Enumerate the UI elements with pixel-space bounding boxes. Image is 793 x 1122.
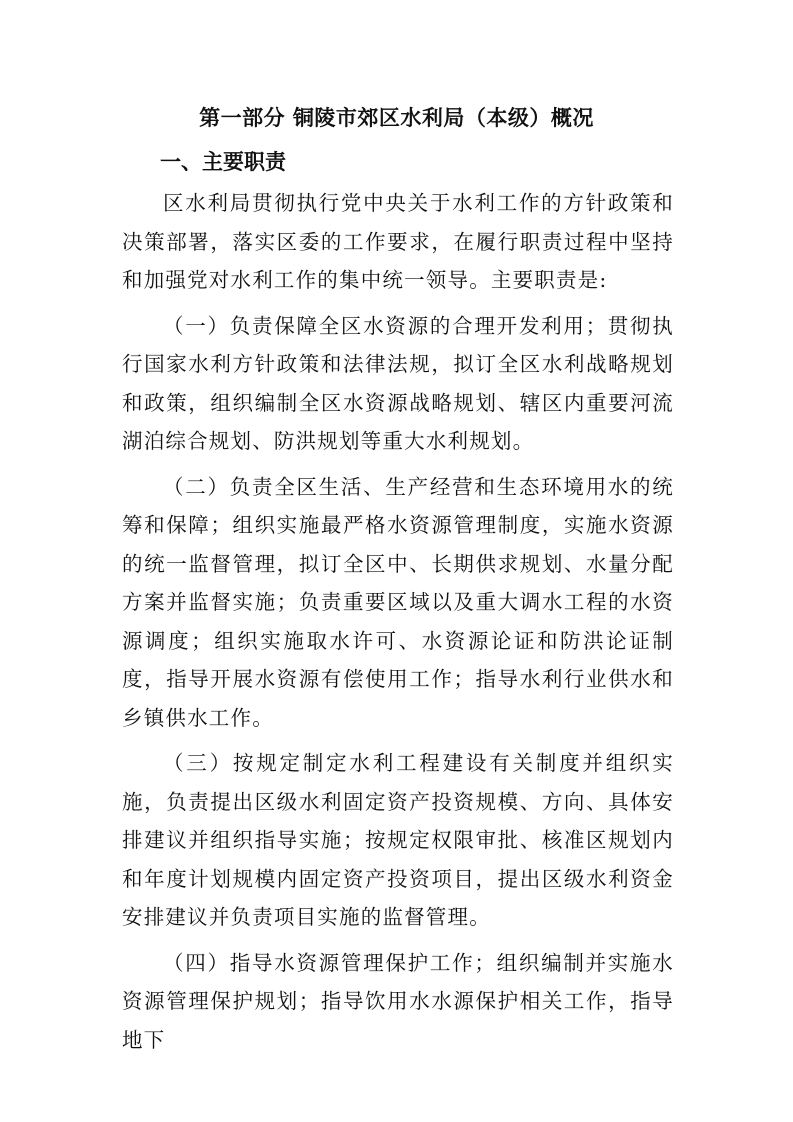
section-heading: 一、主要职责	[160, 150, 286, 174]
paragraph-duty-4: （四）指导水资源管理保护工作；组织编制并实施水资源管理保护规划；指导饮用水水源保护相关工作，指导地下	[122, 950, 674, 1052]
paragraph-duty-1: （一）负责保障全区水资源的合理开发利用；贯彻执行国家水利方针政策和法律法规，拟订全区水利战略规划和政策，组织编制全区水资源战略规划、辖区内重要河流湖泊综合规划、防洪规划等重大水利规划。	[122, 313, 674, 453]
paragraph-duty-3: （三）按规定制定水利工程建设有关制度并组织实施，负责提出区级水利固定资产投资规模、方向、具体安排建议并组织指导实施；按规定权限审批、核准区规划内和年度计划规模内固定资产投资项目，提出区级水利资金安排建议并负责项目实施的监督管理。	[122, 751, 674, 929]
body-text	[122, 184, 674, 1059]
paragraph-intro: 区水利局贯彻执行党中央关于水利工作的方针政策和决策部署，落实区委的工作要求，在履行职责过程中坚持和加强党对水利工作的集中统一领导。主要职责是:	[122, 191, 674, 292]
paragraph-duty-2: （二）负责全区生活、生产经营和生态环境用水的统筹和保障；组织实施最严格水资源管理制度，实施水资源的统一监督管理，拟订全区中、长期供求规划、水量分配方案并监督实施；负责重要区域以及重大调水工程的水资源调度；组织实施取水许可、水资源论证和防洪论证制度，指导开展水资源有偿使用工作；指导水利行业供水和乡镇供水工作。	[122, 474, 674, 730]
document-title: 第一部分 铜陵市郊区水利局（本级）概况	[199, 106, 594, 130]
